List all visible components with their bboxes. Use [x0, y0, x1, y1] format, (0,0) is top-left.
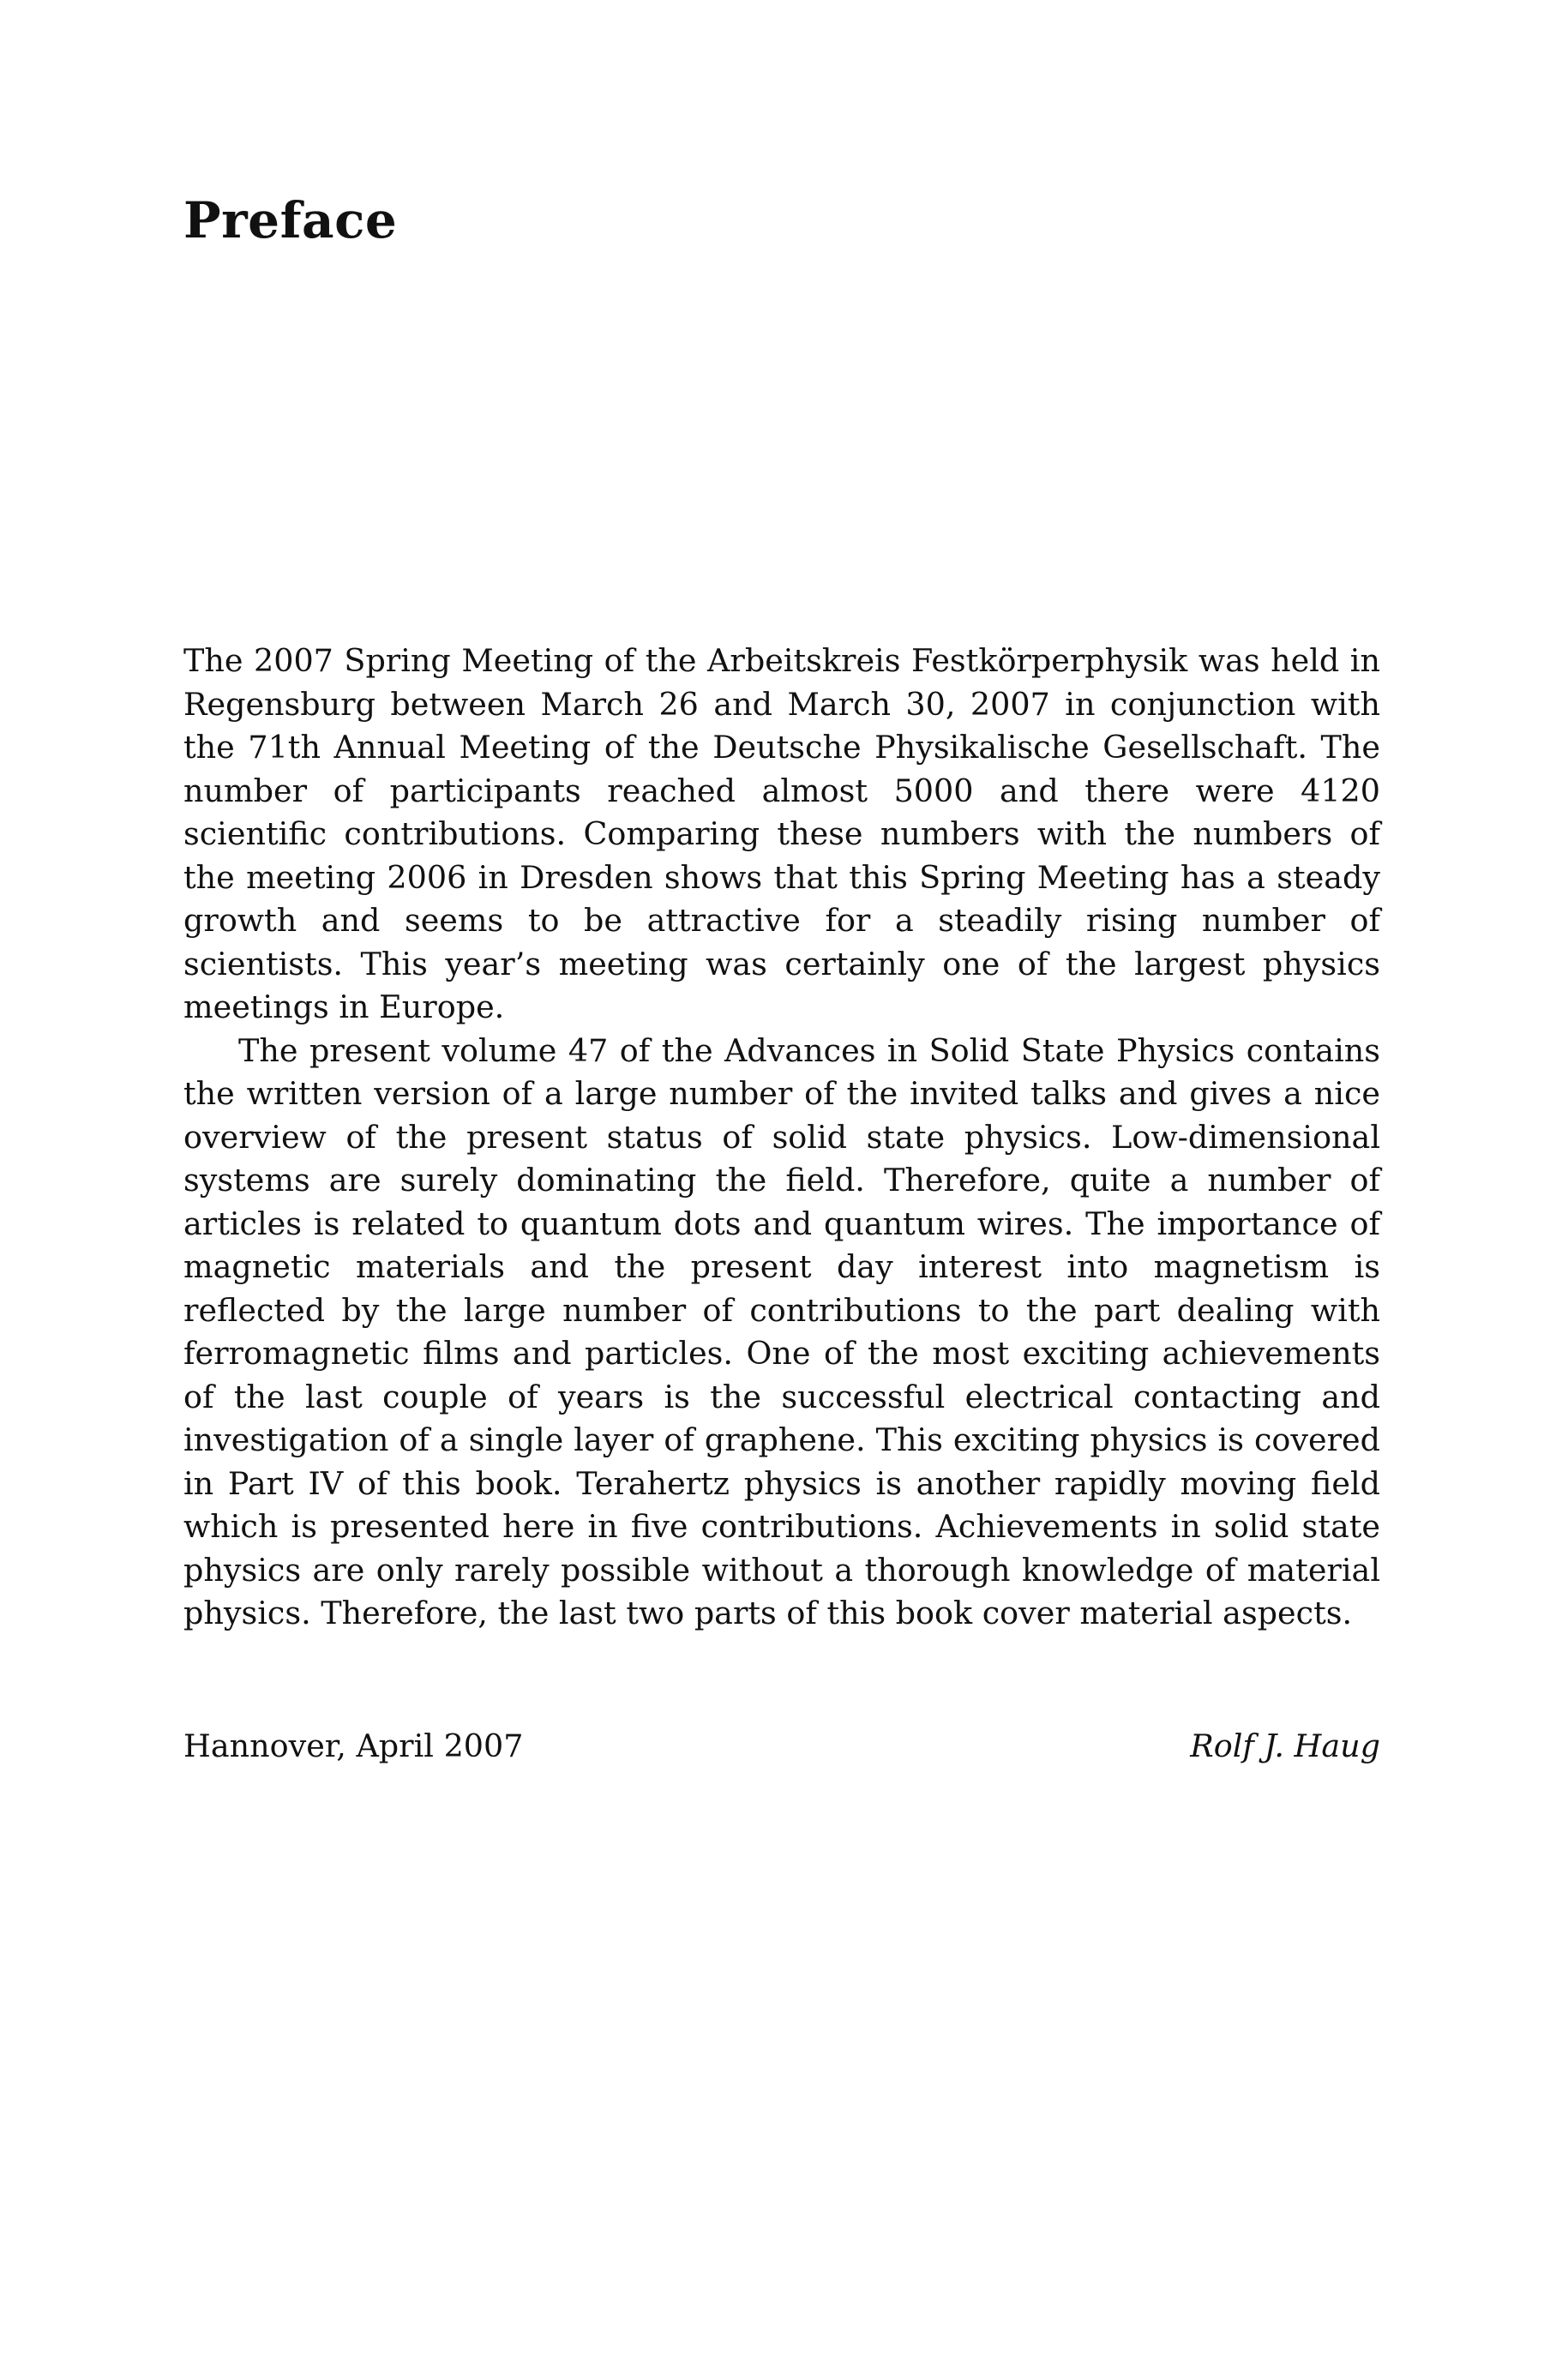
- paragraph-2: The present volume 47 of the Advances in Solid State Physics contains the written version of a large number of the invited talks and gives a nice overview of the present status of solid state physics. Low-dimensional systems are surely dominating the field. Therefore, quite a number of articles is related to quantum dots and quantum wires. The importance of magnetic materials and the present day interest into magnetism is reflected by the large number of contributions to the part dealing with ferromagnetic films and particles. One of the most exciting achievements of the last couple of years is the successful electrical contacting and investigation of a single layer of graphene. This exciting physics is covered in Part IV of this book. Terahertz physics is another rapidly moving field which is presented here in five contributions. Achievements in solid state physics are only rarely possible without a thorough knowledge of material physics. Therefore, the last two parts of this book cover material aspects.: [183, 1031, 1380, 1631]
- paragraph-1: The 2007 Spring Meeting of the Arbeitskreis Festkörperphysik was held in Regensburg between March 26 and March 30, 2007 in conjunction with the 71th Annual Meeting of the Deutsche Physikalische Gesellschaft. The number of participants reached almost 5000 and there were 4120 scientific contributions. Comparing these numbers with the numbers of the meeting 2006 in Dresden shows that this Spring Meeting has a steady growth and seems to be attractive for a steadily rising number of scientists. This year’s meeting was certainly one of the largest physics meetings in Europe.: [183, 642, 1380, 1025]
- page-title: Preface: [183, 191, 398, 249]
- signature-block: [183, 1725, 1380, 1773]
- author-name: Rolf J. Haug: [1190, 1727, 1380, 1764]
- preface-body: [183, 640, 1380, 1636]
- place-date: Hannover, April 2007: [183, 1727, 524, 1764]
